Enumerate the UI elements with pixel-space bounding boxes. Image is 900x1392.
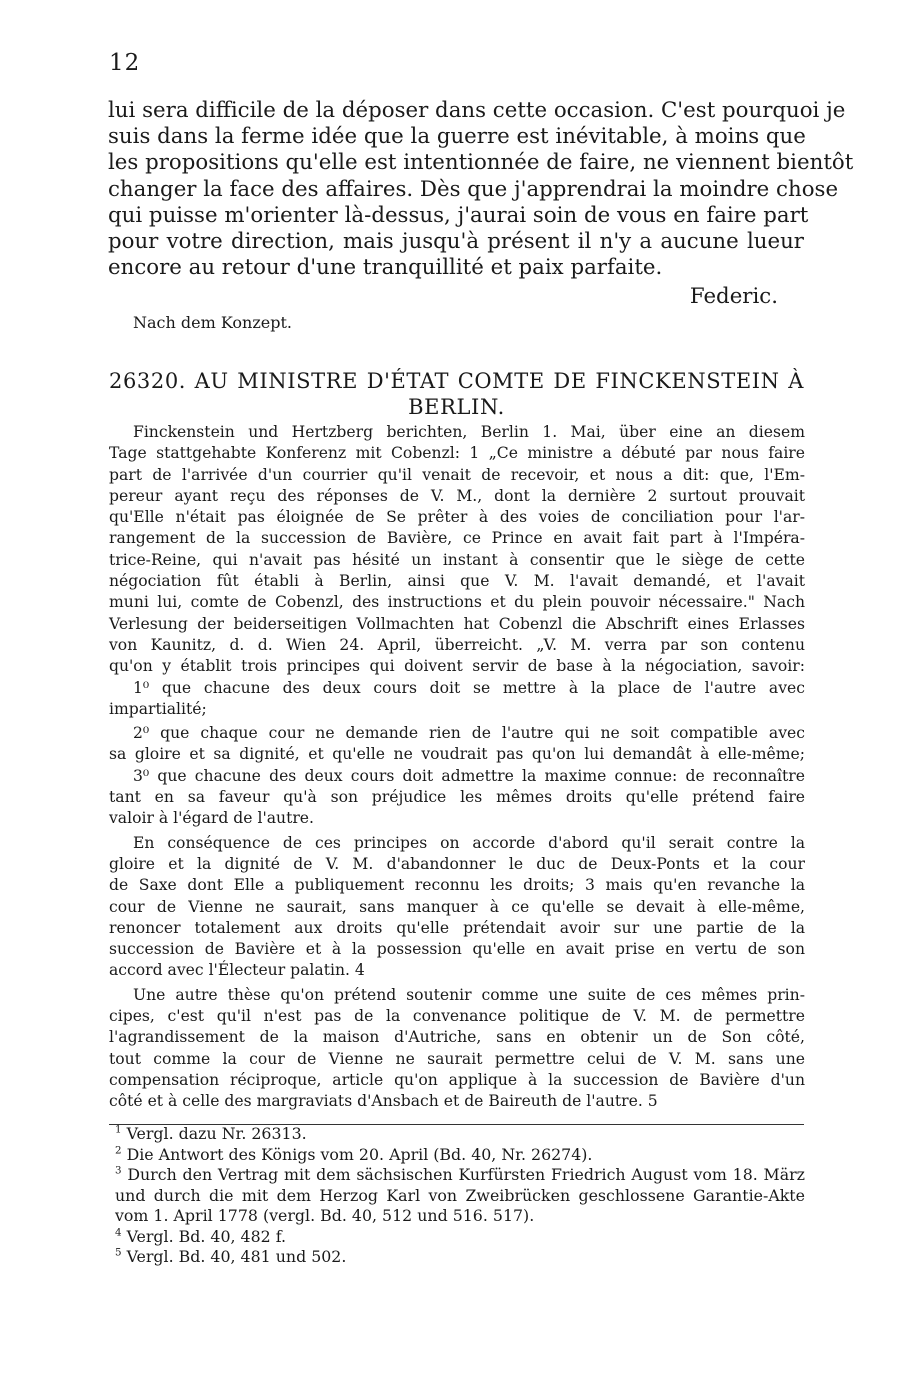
summary-line: Finckenstein und Hertzberg berichten, Berlin 1. Mai, über eine an diesem [133,423,805,441]
letter-line: changer la face des affaires. Dès que j'apprendrai la moindre chose [108,176,839,202]
letter-line: lui sera difficile de la déposer dans cette occasion. C'est pourquoi je [108,98,846,123]
summary-line: qu'on y établit trois principes qui doivent servir de base à la négociation, savoir: [109,657,805,676]
summary-line: succession de Bavière et à la possession qu'elle en avait prise en vertu de son [109,940,805,959]
footnote [115,1145,805,1166]
summary-line: cour de Vienne ne saurait, sans manquer à ce qu'elle se devait à elle-même, [109,897,805,916]
letter-closing-paragraph [108,98,854,281]
footnote-number: 1 [115,1123,122,1136]
summary-line: Verlesung der beiderseitigen Vollmachten hat Cobenzl die Abschrift eines Erlasses [109,614,805,633]
footnote-text: Vergl. Bd. 40, 482 f. [126,1226,287,1246]
principle-line: tant en sa faveur qu'à son préjudice les mêmes droits qu'elle prétend faire [109,788,805,807]
summary-line: rangement de la succession de Bavière, ce Prince en avait fait part à l'Impéra- [109,529,805,548]
summary-line: l'agrandissement de la maison d'Autriche, sans en obtenir un de Son côté, [109,1028,805,1047]
heading-line: 26320. AU MINISTRE D'ÉTAT COMTE DE FINCKENSTEIN À [109,369,804,393]
summary-line: trice-Reine, qui n'avait pas hésité un instant à consentir que le siège de cette [109,550,805,569]
footnote-number: 3 [115,1164,122,1177]
summary-line: part de l'arrivée d'un courrier qu'il venait de recevoir, et nous a dit: que, l'Em- [109,465,805,484]
footnote-number: 5 [115,1246,122,1259]
footnote-text: Die Antwort des Königs vom 20. April (Bd. 40, Nr. 26274). [126,1144,593,1164]
principle-line: valoir à l'égard de l'autre. [109,809,314,828]
summary-line: renoncer totalement aux droits qu'elle prétendait avoir sur une partie de la [109,918,805,937]
summary-line: muni lui, comte de Cobenzl, des instructions et du plein pouvoir nécessaire." Nach [109,593,805,612]
summary-line: En conséquence de ces principes on accorde d'abord qu'il serait contre la [133,833,805,852]
summary-line: pereur ayant reçu des réponses de V. M., dont la dernière 2 surtout prouvait [109,486,805,505]
summary-line: cipes, c'est qu'il n'est pas de la convenance politique de V. M. de permettre [109,1007,805,1026]
footnote-text: Durch den Vertrag mit dem sächsischen Kurfürsten Friedrich August vom 18. März und durch die mit dem Herzog Karl von Zweibrücken geschlossene Garantie-Akte vom 1. April 1778 (vergl. Bd. 40, 512 und 516. 517). [115,1165,805,1225]
footnote [115,1247,805,1268]
summary-line: de Saxe dont Elle a publiquement reconnu les droits; 3 mais qu'en revanche la [109,876,805,895]
letter-line: qui puisse m'orienter là-dessus, j'aurai soin de vous en faire part [108,202,809,228]
page-number: 12 [109,50,141,76]
principle-line: sa gloire et sa dignité, et qu'elle ne voudrait pas qu'on lui demandât à elle-même; [109,745,805,764]
document-heading [109,368,804,420]
summary-line: compensation réciproque, article qu'on applique à la succession de Bavière d'un [109,1070,805,1089]
footnote-number: 2 [115,1144,122,1157]
source-note: Nach dem Konzept. [133,313,292,332]
footnote [115,1165,805,1227]
principle-line: 2⁰ que chaque cour ne demande rien de l'autre qui ne soit compatible avec [133,724,805,743]
summary-line: accord avec l'Électeur palatin. 4 [109,961,365,980]
footnote [115,1124,805,1145]
letter-line: encore au retour d'une tranquillité et paix parfaite. [108,255,663,281]
principle-line: 1⁰ que chacune des deux cours doit se mettre à la place de l'autre avec [133,678,805,697]
summary-line: Une autre thèse qu'on prétend soutenir comme une suite de ces mêmes prin- [133,985,805,1004]
summary-line: gloire et la dignité de V. M. d'abandonner le duc de Deux-Ponts et la cour [109,854,805,873]
document-summary [109,422,805,1113]
footnotes [115,1124,805,1268]
summary-line: Tage stattgehabte Konferenz mit Cobenzl: 1 „Ce ministre a débuté par nous faire [109,444,805,463]
summary-line: qu'Elle n'était pas éloignée de Se prêter à des voies de conciliation pour l'ar- [109,508,805,527]
letter-signature: Federic. [689,284,778,309]
principle-line: impartialité; [109,699,207,718]
summary-line: côté et à celle des margraviats d'Ansbach et de Baireuth de l'autre. 5 [109,1092,658,1111]
heading-line: BERLIN. [408,395,505,419]
letter-line: les propositions qu'elle est intentionnée de faire, ne viennent bientôt [108,150,854,176]
footnote-text: Vergl. dazu Nr. 26313. [126,1124,307,1143]
letter-line: pour votre direction, mais jusqu'à présent il n'y a aucune lueur [108,229,804,255]
principle-line: 3⁰ que chacune des deux cours doit admettre la maxime connue: de reconnaître [133,766,805,785]
footnote-text: Vergl. Bd. 40, 481 und 502. [126,1247,347,1266]
footnote [115,1227,805,1248]
summary-line: négociation fût établi à Berlin, ainsi que V. M. l'avait demandé, et l'avait [109,572,805,591]
summary-line: von Kaunitz, d. d. Wien 24. April, überreicht. „V. M. verra par son contenu [109,635,805,654]
summary-line: tout comme la cour de Vienne ne saurait permettre celui de V. M. sans une [109,1049,805,1068]
footnote-number: 4 [115,1226,122,1239]
letter-line: suis dans la ferme idée que la guerre est inévitable, à moins que [108,124,806,150]
